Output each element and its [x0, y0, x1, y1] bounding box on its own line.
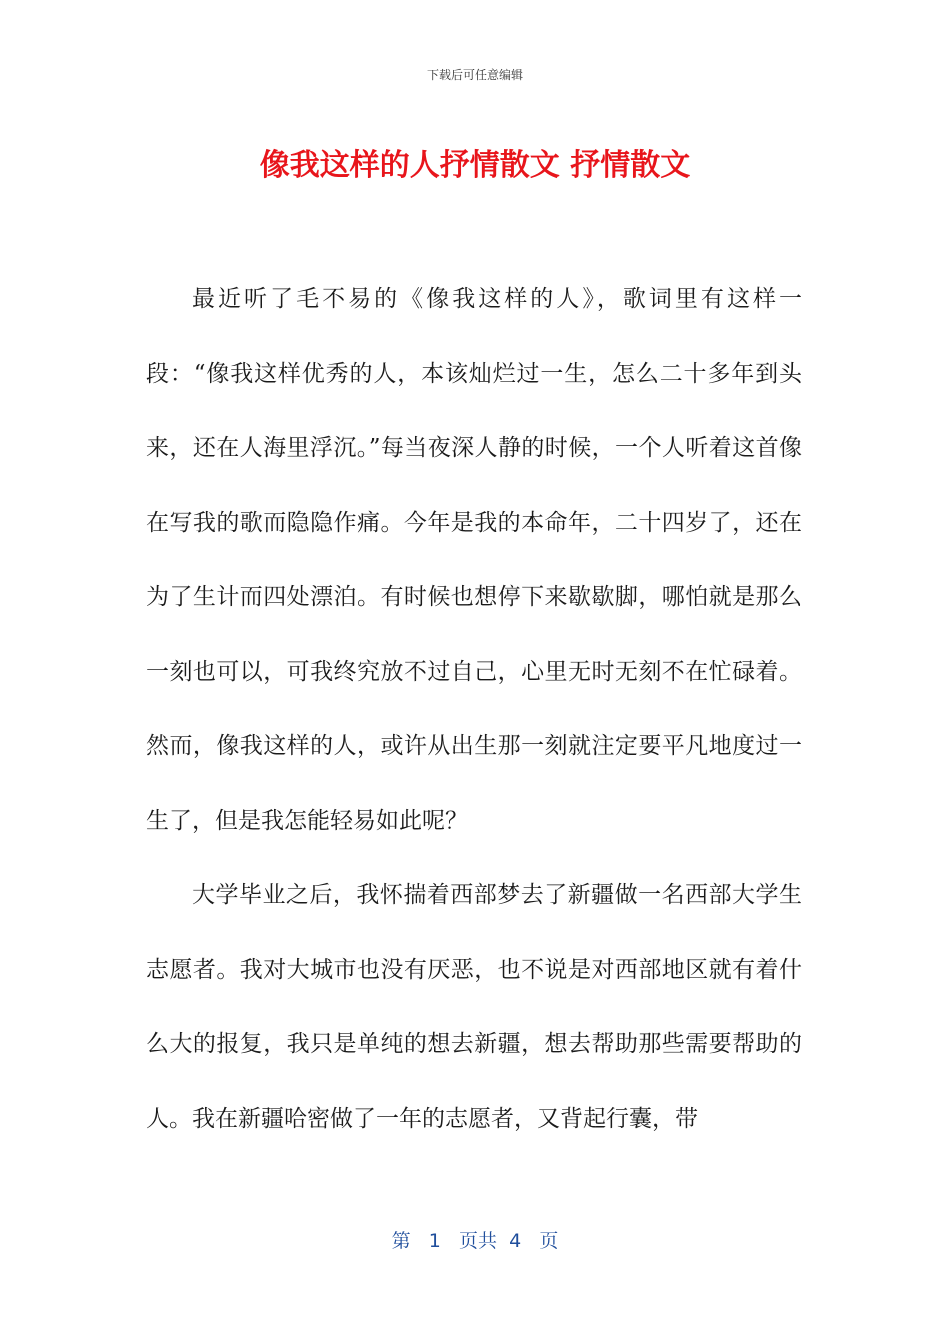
page-label-middle: 页共: [459, 1230, 498, 1252]
paragraph: 大学毕业之后，我怀揣着西部梦去了新疆做一名西部大学生志愿者。我对大城市也没有厌恶，也不说是对西部地区就有着什么大的报复，我只是单纯的想去新疆，想去帮助那些需要帮助的人。我在新疆哈密做了一年的志愿者，又背起行囊，带: [146, 882, 802, 1132]
paragraph: 最近听了毛不易的《像我这样的人》，歌词里有这样一段：“像我这样优秀的人，本该灿烂过一生，怎么二十多年到头来，还在人海里浮沉。”每当夜深人静的时候，一个人听着这首像在写我的歌而隐隐作痛。今年是我的本命年，二十四岁了，还在为了生计而四处漂泊。有时候也想停下来歇歇脚，哪怕就是那么一刻也可以，可我终究放不过自己，心里无时无刻不在忙碌着。然而，像我这样的人，或许从出生那一刻就注定要平凡地度过一生了，但是我怎能轻易如此呢？: [146, 286, 802, 834]
current-page-number: 1: [428, 1230, 441, 1252]
document-body: [146, 262, 802, 1156]
page-label-prefix: 第: [391, 1230, 411, 1252]
page-footer: [0, 1226, 950, 1253]
total-pages-number: 4: [509, 1230, 522, 1252]
document-title: 像我这样的人抒情散文 抒情散文: [259, 148, 691, 183]
header-note: 下载后可任意编辑: [426, 68, 523, 82]
page-label-suffix: 页: [539, 1230, 559, 1252]
